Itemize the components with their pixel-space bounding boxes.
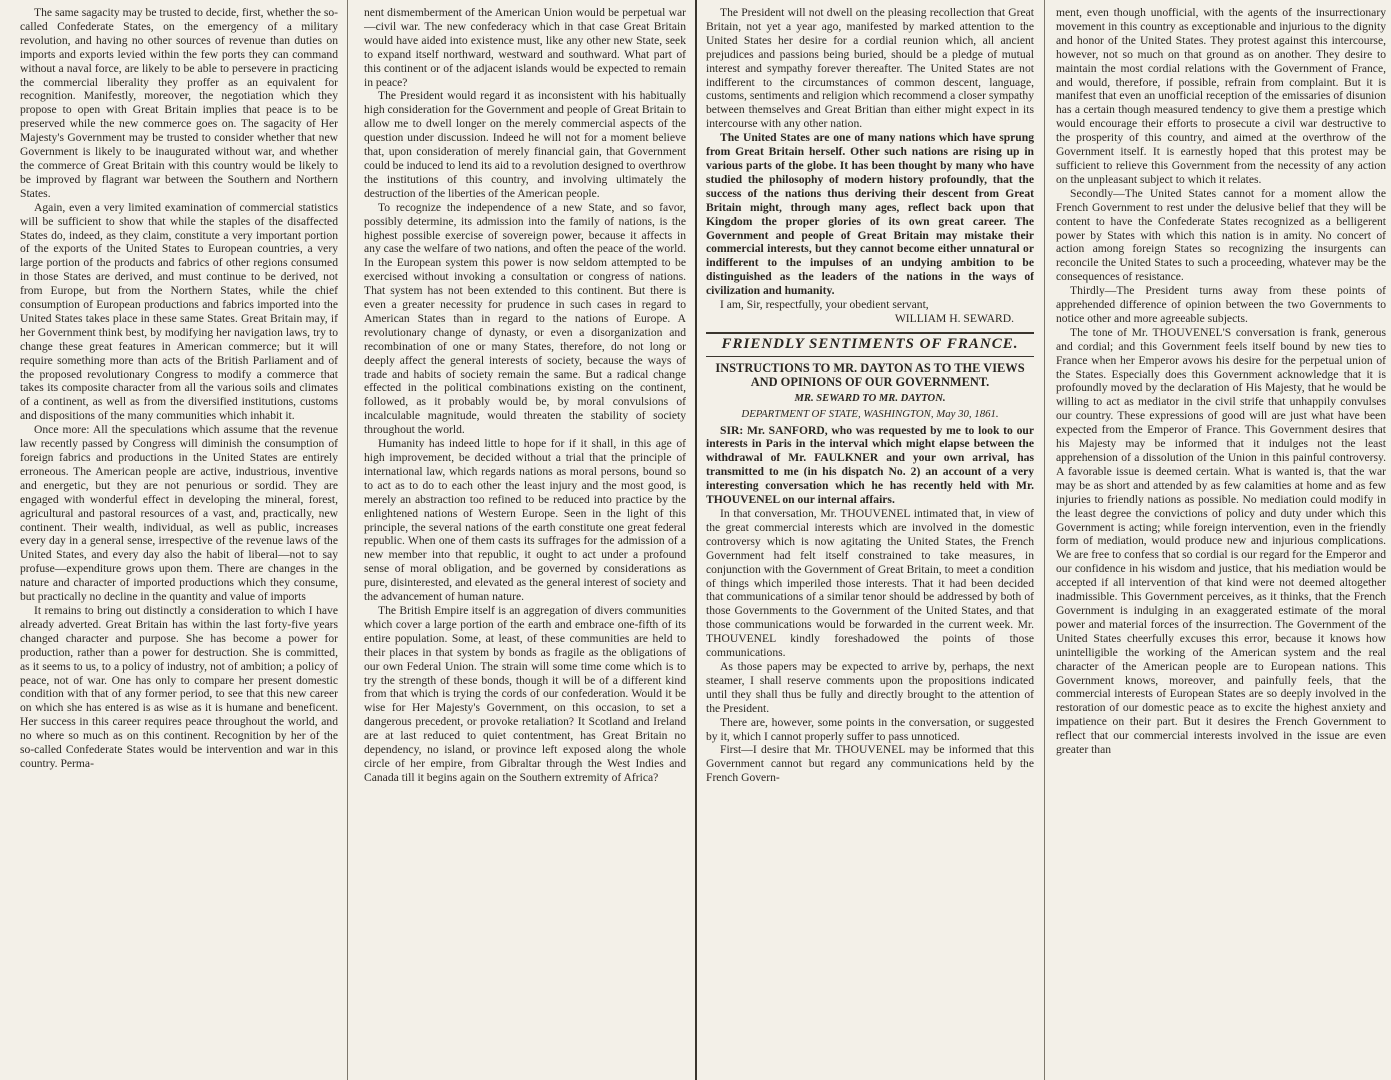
- paragraph: The British Empire itself is an aggregation of divers communities which cover a large portion of the earth and embrace one-fifth of its entire population. Some, at least, of these communities are held to their places in that system by bonds as fragile as the obligations of our own Federal Union. The strain will some time come which is to try the strength of these bonds, though it will be of a different kind from that which is trying the cords of our confederation. Would it be wise for Her Majesty's Government, on this occasion, to set a dangerous precedent, or provoke retaliation? It Scotland and Ireland are at last reduced to quiet contentment, has Great Britain no dependency, no island, or province left exposed along the whole circle of her empire, from Gibraltar through the West Indies and Canada till it begins again on the Southern extremity of Africa?: [364, 603, 686, 784]
- paragraph: Again, even a very limited examination of commercial statistics will be sufficient to show that while the staples of the disaffected States do, indeed, as they claim, constitute a very important portion of the exports of the United States to European countries, a very large portion of the products and fabrics of other regions consumed in those States are derived, and must continue to be derived, not from Europe, but from the Northern States, while the chief consumption of European productions and fabrics imported into the United States takes place in these same States. Great Britain may, if her Government think best, by modifying her navigation laws, try to change these great features in American commerce; but it will require something more than acts of the British Parliament and of the proposed revolutionary Congress to modify a commerce that takes its composite character from all the various soils and climates of a continent, as well as from the diversified institutions, customs and dispositions of the many communities which inhabit it.: [20, 200, 338, 423]
- column-3: [706, 6, 1034, 1076]
- paragraph: In that conversation, Mr. THOUVENEL intimated that, in view of the great commercial interests which are involved in the domestic controversy which is now agitating the United States, the French Government had felt itself constrained to take measures, in conjunction with the Government of Great Britain, to meet a condition of things which imperiled those interests. That it had been decided that communications of a similar tenor should be addressed by both of those Governments to the Government of the United States, and that those communications would be forwarded in the current week. Mr. THOUVENEL kindly foreshadowed the points of those communications.: [706, 507, 1034, 660]
- column-rule: [695, 0, 697, 1080]
- paragraph: Thirdly—The President turns away from these points of apprehended difference of opinion between the two Governments to notice other and more agreeable subjects.: [1056, 284, 1386, 325]
- paragraph: ment, even though unofficial, with the agents of the insurrectionary movement in this country as exceptionable and injurious to the dignity and honor of the United States. They protest against this intercourse, however, not so much on that ground as on another. They desire to maintain the most cordial relations with the Government of France, and would, therefore, if possible, refrain from complaint. But it is manifest that even an unofficial reception of the emissaries of disunion has a certain though measured tendency to give them a prestige which would encourage their efforts to prosecute a civil war destructive to the prosperity of this country, and aimed at the overthrow of the Government itself. It is earnestly hoped that this protest may be sufficient to relieve this Government from the necessity of any action on the unpleasant subject to which it relates.: [1056, 6, 1386, 186]
- paragraph: The President will not dwell on the pleasing recollection that Great Britain, not yet a year ago, manifested by marked attention to the United States her desire for a cordial reunion which, all ancient prejudices and passions being buried, should be a pledge of mutual interest and sympathy forever thereafter. The United States are not indifferent to the circumstances of common descent, language, customs, sentiments and religion which recommend a closer sympathy between themselves and Great Britian than either might expect in its intercourse with any other nation.: [706, 6, 1034, 131]
- paragraph: The tone of Mr. THOUVENEL'S conversation is frank, generous and cordial; and this Government feels itself bound by new ties to France when her Emperor avows his desire for the perpetual union of the States. Especially does this Government acknowledge that it is profoundly moved by the declaration of His Majesty, that he would be willing to act as mediator in the civil strife that unhappily convulses our country. These expressions of good will are just what have been expected from the Emperor of France. This Government desires that his Majesty may be informed that it indulges not the least apprehension of a dissolution of the Union in this painful controversy. A favorable issue is deemed certain. What is wanted is, that the war may be as short and attended by as few calamities at home and as few injuries to friendly nations as possible. No mediation could modify in the least degree the convictions of policy and duty under which this Government is acting; while foreign intervention, even in the friendly form of mediation, would produce new and injurious complications. We are free to confess that so cordial is our regard for the Emperor and our confidence in his wisdom and justice, that his mediation would be accepted if all intervention of that kind were not deemed altogether inadmissible. This Government perceives, as it thinks, that the French Government is indulging in an exaggerated estimate of the moral power and material forces of the insurrection. The Government of the United States cheerfully excuses this error, because it knows how unintelligible the working of the American system and the real character of the American people are to European nations. This Government knows, moreover, and painfully feels, that the commercial interests of European States are so deeply involved in the restoration of our domestic peace as to excite the highest anxiety and impatience on their part. But it desires the French Government to reflect that our commercial interests involved in the issue are even greater than: [1056, 325, 1386, 757]
- signature: WILLIAM H. SEWARD.: [894, 311, 1014, 325]
- column-rule: [1044, 0, 1045, 1080]
- paragraph: Secondly—The United States cannot for a moment allow the French Government to rest under the delusive belief that they will be content to have the Confederate States recognized as a belligerent power by States with which this nation is in amity. No concert of action among foreign States so recognizing the insurgents can reconcile the United States to such a proceeding, whatever may be the consequences of resistance.: [1056, 186, 1386, 284]
- column-2: [364, 6, 686, 1076]
- paragraph: The same sagacity may be trusted to decide, first, whether the so-called Confederate States, on the emergency of a military revolution, and having no other sources of revenue than duties on imports and exports levied within the few ports they can command without a naval force, are likely to be able to persevere in practicing the commercial liberality they proffer as an equivalent for recognition. Manifestly, moreover, the negotiation which they propose to open with Great Britain implies that peace is to be preserved while the new commerce goes on. The sagacity of Her Majesty's Government may be trusted to consider whether that new Government is likely to be inaugurated without war, and whether the commerce of Great Britain with this country would be likely to be improved by flagrant war between the Southern and Northern States.: [20, 6, 338, 200]
- paragraph: SIR: Mr. SANFORD, who was requested by me to look to our interests in Paris in the interval which might elapse between the withdrawal of Mr. FAULKNER and your own arrival, has transmitted to me (in his dispatch No. 2) an account of a very interesting conversation which he has recently held with Mr. THOUVENEL on our internal affairs.: [706, 423, 1034, 507]
- paragraph: There are, however, some points in the conversation, or suggested by it, which I cannot properly suffer to pass unnoticed.: [706, 715, 1034, 743]
- paragraph: nent dismemberment of the American Union would be perpetual war—civil war. The new confederacy which in that case Great Britain would have aided into existence must, like any other new State, seek to expand itself northward, westward and southward. What part of this continent or of the adjacent islands would be expected to remain in peace?: [364, 6, 686, 89]
- dateline: DEPARTMENT OF STATE, WASHINGTON, May 30, 1861.: [741, 407, 999, 420]
- paragraph: Once more: All the speculations which assume that the revenue law recently passed by Congress will diminish the consumption of foreign fabrics and productions in the United States are entirely erroneous. The American people are active, industrious, inventive and energetic, but they are not penurious or sordid. They are engaged with wonderful effect in developing the mineral, forest, agricultural and pastoral resources of a vast, and, practically, new continent. Their wealth, individual, as well as public, increases every day in a general sense, irrespective of the revenue laws of the United States, and every day also the habit of liberal—not to say profuse—expenditure grows upon them. There are changes in the nature and character of imported productions which they consume, but practically no decline in the quantity and value of imports: [20, 423, 338, 604]
- column-4: [1056, 6, 1386, 1076]
- column-1: [20, 6, 338, 1076]
- column-rule: [347, 0, 348, 1080]
- paragraph: The United States are one of many nations which have sprung from Great Britain herself. Other such nations are rising up in various parts of the globe. It has been thought by many who have studied the philosophy of modern history profoundly, that the success of the nations thus deriving their descent from Great Britain might, through many ages, reflect back upon that Kingdom the proper glories of its own great career. The Government and people of Great Britain may mistake their commercial interests, but they cannot become either unnatural or indifferent to the impulses of an undying ambition to be distinguished as the leaders of the nations in the ways of civilization and humanity.: [706, 131, 1034, 298]
- article-subheading: INSTRUCTIONS TO MR. DAYTON AS TO THE VIEWS AND OPINIONS OF OUR GOVERNMENT.: [715, 360, 1025, 390]
- section-heading: FRIENDLY SENTIMENTS OF FRANCE.: [706, 332, 1034, 357]
- paragraph: As those papers may be expected to arrive by, perhaps, the next steamer, I shall reserve comments upon the propositions indicated until they shall thus be fully and directly brought to the attention of the President.: [706, 659, 1034, 715]
- paragraph: Humanity has indeed little to hope for if it shall, in this age of high improvement, be decided without a trial that the principle of international law, which regards nations as moral persons, bound so to act as to do to each other the least injury and the most good, is merely an abstraction too refined to be reduced into practice by the enlightened nations of Western Europe. Seen in the light of this principle, the several nations of the earth constitute one great federal republic. When one of them casts its suffrages for the admission of a new member into that republic, it ought to act under a profound sense of moral obligation, and be governed by considerations as pure, disinterested, and elevated as the general interest of society and the advancement of human nature.: [364, 437, 686, 604]
- byline: MR. SEWARD TO MR. DAYTON.: [794, 392, 946, 404]
- letter-closing: I am, Sir, respectfully, your obedient servant,: [720, 298, 929, 312]
- paragraph: To recognize the independence of a new State, and so favor, possibly determine, its admission into the family of nations, is the highest possible exercise of sovereign power, because it affects in any case the welfare of two nations, and often the peace of the world. In the European system this power is now seldom attempted to be exercised without invoking a consultation or congress of nations. That system has not been extended to this continent. But there is even a greater necessity for prudence in such cases in regard to American States than in regard to the nations of Europe. A revolutionary change of dynasty, or even a disorganization and recombination of one or many States, therefore, do not long or deeply affect the general interests of society, because the ways of trade and habits of society remain the same. But a radical change effected in the political combinations existing on the continent, followed, as it probably would be, by moral convulsions of incalculable magnitude, would threaten the stability of society throughout the world.: [364, 200, 686, 437]
- paragraph: The President would regard it as inconsistent with his habitually high consideration for the Government and people of Great Britain to allow me to dwell longer on the merely commercial aspects of the question under discussion. Indeed he will not for a moment believe that, upon consideration of merely financial gain, that Government could be induced to lend its aid to a revolution designed to overthrow the institutions of this country, and involving ultimately the destruction of the liberties of the American people.: [364, 89, 686, 200]
- paragraph: It remains to bring out distinctly a consideration to which I have already adverted. Great Britain has within the last forty-five years changed character and purpose. She has become a power for production, rather than a power for destruction. She is committed, as it seems to us, to a policy of industry, not of ambition; a policy of peace, not of war. One has only to compare her present domestic condition with that of any former period, to see that this new career on which she has entered is as wise as it is humane and beneficent. Her success in this career requires peace throughout the world, and no where so much as on this continent. Recognition by her of the so-called Confederate States would be intervention and war in this country. Perma-: [20, 603, 338, 770]
- paragraph: First—I desire that Mr. THOUVENEL may be informed that this Government cannot but regard any communications held by the French Govern-: [706, 743, 1034, 785]
